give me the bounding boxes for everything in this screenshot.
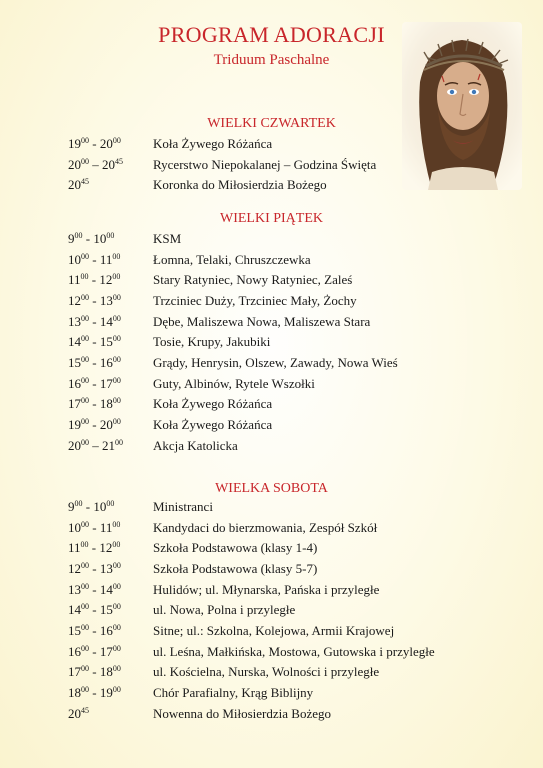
end-hour: 16 [99,622,113,638]
time-separator: - [89,622,100,638]
end-hour: 15 [99,602,113,618]
group-name: Tosie, Krupy, Jakubiki [153,334,271,350]
start-hour: 11 [68,540,81,556]
start-hour: 13 [68,313,81,329]
end-hour: 20 [99,136,113,151]
start-minute: 00 [81,560,89,570]
start-minute: 00 [81,622,89,632]
start-hour: 9 [68,231,75,246]
end-minute: 00 [112,643,121,653]
start-hour: 12 [68,560,81,576]
time-range [68,270,120,290]
start-hour: 15 [68,622,81,638]
group-name: Guty, Albinów, Rytele Wszołki [153,375,315,391]
start-minute: 00 [81,684,89,694]
time-range [68,312,121,332]
time-range [68,621,121,641]
end-hour: 18 [99,664,113,680]
time-range [68,353,121,373]
group-name: Łomna, Telaki, Chruszczewka [153,251,311,267]
start-hour: 17 [68,664,81,680]
group-name: Koronka do Miłosierdzia Bożego [153,177,327,193]
end-hour: 21 [102,437,115,453]
start-minute: 00 [74,499,83,508]
end-minute: 00 [112,622,121,632]
time-range [68,250,120,270]
end-minute: 45 [115,156,123,166]
group-name: KSM [153,231,182,246]
time-separator: - [82,231,94,246]
time-range [68,374,121,394]
time-range [68,559,121,579]
start-hour: 14 [68,602,81,618]
end-hour: 10 [93,231,107,246]
group-name: Sitne; ul.: Szkolna, Kolejowa, Armii Krajowej [153,622,395,638]
start-hour: 18 [68,684,81,700]
time-separator: - [89,396,100,412]
end-hour: 11 [99,251,113,267]
end-hour: 16 [99,354,113,370]
time-separator: - [88,272,100,288]
start-hour: 15 [68,354,81,370]
start-minute: 00 [81,416,89,426]
page-subtitle: Triduum Paschalne [213,52,330,68]
time-range [68,291,121,311]
time-separator: - [89,313,100,329]
group-name: Stary Ratyniec, Nowy Ratyniec, Zaleś [153,272,353,288]
group-name: Dębe, Maliszewa Nowa, Maliszewa Stara [153,313,371,329]
end-minute: 00 [106,499,115,508]
end-hour: 10 [93,499,107,514]
jesus-portrait-image [402,22,522,190]
end-minute: 00 [112,272,121,282]
start-minute: 00 [81,602,89,612]
group-name: Akcja Katolicka [153,437,238,453]
start-minute: 00 [81,643,89,653]
group-name: Szkoła Podstawowa (klasy 1-4) [153,540,318,556]
end-hour: 18 [99,396,113,412]
time-separator: - [89,560,100,576]
group-name: Nowenna do Miłosierdzia Bożego [153,705,331,721]
time-range [68,175,89,195]
group-name: Grądy, Henrysin, Olszew, Zawady, Nowa Wieś [153,354,398,370]
start-hour: 17 [68,396,81,412]
start-hour: 20 [68,156,81,172]
end-hour: 12 [99,540,113,556]
start-hour: 16 [68,375,81,391]
time-separator: - [89,416,100,432]
group-name: Szkoła Podstawowa (klasy 5-7) [153,560,318,576]
group-name: Kandydaci do bierzmowania, Zespół Szkół [153,519,378,535]
start-hour: 10 [68,251,81,267]
time-range [68,332,121,352]
group-name: Hulidów; ul. Młynarska, Pańska i przyległe [153,581,380,597]
start-minute: 00 [80,540,89,550]
start-hour: 11 [68,272,81,288]
time-separator: - [88,540,100,556]
group-name: ul. Leśna, Małkińska, Mostowa, Gutowska i przyległe [153,643,435,659]
time-range [68,538,120,558]
end-hour: 20 [102,156,115,172]
end-minute: 00 [112,334,121,344]
end-hour: 14 [99,581,113,597]
end-minute: 00 [112,375,121,385]
start-minute: 00 [81,136,89,145]
time-range [68,600,121,620]
start-hour: 19 [68,136,81,151]
end-hour: 15 [99,334,113,350]
end-minute: 00 [112,664,121,674]
start-minute: 45 [81,177,89,187]
start-minute: 00 [80,272,89,282]
time-separator: - [89,334,100,350]
time-range [68,436,123,456]
start-minute: 00 [81,375,89,385]
start-hour: 20 [68,705,81,721]
time-separator: - [89,251,100,267]
end-minute: 00 [112,251,121,261]
start-minute: 00 [81,354,89,364]
end-minute: 00 [115,437,123,447]
group-name: ul. Nowa, Polna i przyległe [153,602,296,618]
start-minute: 00 [81,664,89,674]
time-range [68,394,121,414]
end-hour: 17 [99,643,113,659]
time-separator: - [89,519,100,535]
start-hour: 12 [68,292,81,308]
group-name: ul. Kościelna, Nurska, Wolności i przyległe [153,664,380,680]
section-title: WIELKI CZWARTEK [207,116,336,131]
section-title: WIELKA SOBOTA [215,481,328,496]
time-range [68,134,121,154]
group-name: Koła Żywego Różańca [153,136,273,151]
start-hour: 13 [68,581,81,597]
end-minute: 00 [112,292,121,302]
time-range [68,155,123,175]
start-minute: 00 [74,231,83,240]
start-minute: 45 [81,705,89,715]
end-hour: 19 [99,684,113,700]
time-range [68,683,121,703]
group-name: Ministranci [153,499,213,514]
end-hour: 14 [99,313,113,329]
group-name: Koła Żywego Różańca [153,416,273,432]
end-minute: 00 [112,416,121,426]
time-separator: - [89,643,100,659]
start-minute: 00 [81,292,89,302]
time-separator: - [89,581,100,597]
end-minute: 00 [106,231,115,240]
end-minute: 00 [112,560,121,570]
end-minute: 00 [112,136,121,145]
time-separator: - [89,354,100,370]
time-separator: – [89,156,102,172]
end-hour: 17 [99,375,113,391]
end-hour: 13 [99,560,113,576]
time-separator: - [89,684,100,700]
time-range [68,518,120,538]
group-name: Rycerstwo Niepokalanej – Godzina Święta [153,156,377,172]
group-name: Chór Parafialny, Krąg Biblijny [153,684,314,700]
end-hour: 11 [99,519,113,535]
start-hour: 20 [68,177,81,193]
end-minute: 00 [112,602,121,612]
time-range [68,229,114,249]
start-hour: 10 [68,519,81,535]
end-minute: 00 [112,540,121,550]
time-range [68,497,114,517]
end-minute: 00 [112,354,121,364]
start-hour: 20 [68,437,81,453]
end-minute: 00 [112,684,121,694]
start-hour: 14 [68,334,81,350]
start-minute: 00 [81,334,89,344]
time-range [68,704,89,724]
section-title: WIELKI PIĄTEK [219,211,324,226]
start-minute: 00 [81,156,89,166]
group-name: Trzciniec Duży, Trzciniec Mały, Żochy [153,292,357,308]
start-hour: 19 [68,416,81,432]
time-range [68,580,121,600]
time-separator: – [89,437,102,453]
end-minute: 00 [112,519,121,529]
end-hour: 13 [99,292,113,308]
time-range [68,415,121,435]
start-minute: 00 [81,437,89,447]
end-minute: 00 [112,396,121,406]
time-separator: - [89,375,100,391]
page-title: PROGRAM ADORACJI [158,22,385,47]
time-range [68,642,121,662]
end-minute: 00 [112,581,121,591]
end-hour: 20 [99,416,113,432]
start-minute: 00 [81,396,89,406]
time-separator: - [89,664,100,680]
time-separator: - [89,602,100,618]
time-separator: - [89,292,100,308]
end-minute: 00 [112,313,121,323]
time-separator: - [89,136,100,151]
start-hour: 16 [68,643,81,659]
time-range [68,662,121,682]
time-separator: - [82,499,94,514]
start-minute: 00 [81,581,89,591]
start-minute: 00 [81,251,89,261]
start-minute: 00 [81,313,89,323]
start-hour: 9 [68,499,75,514]
end-hour: 12 [99,272,113,288]
group-name: Koła Żywego Różańca [153,396,273,412]
start-minute: 00 [81,519,89,529]
